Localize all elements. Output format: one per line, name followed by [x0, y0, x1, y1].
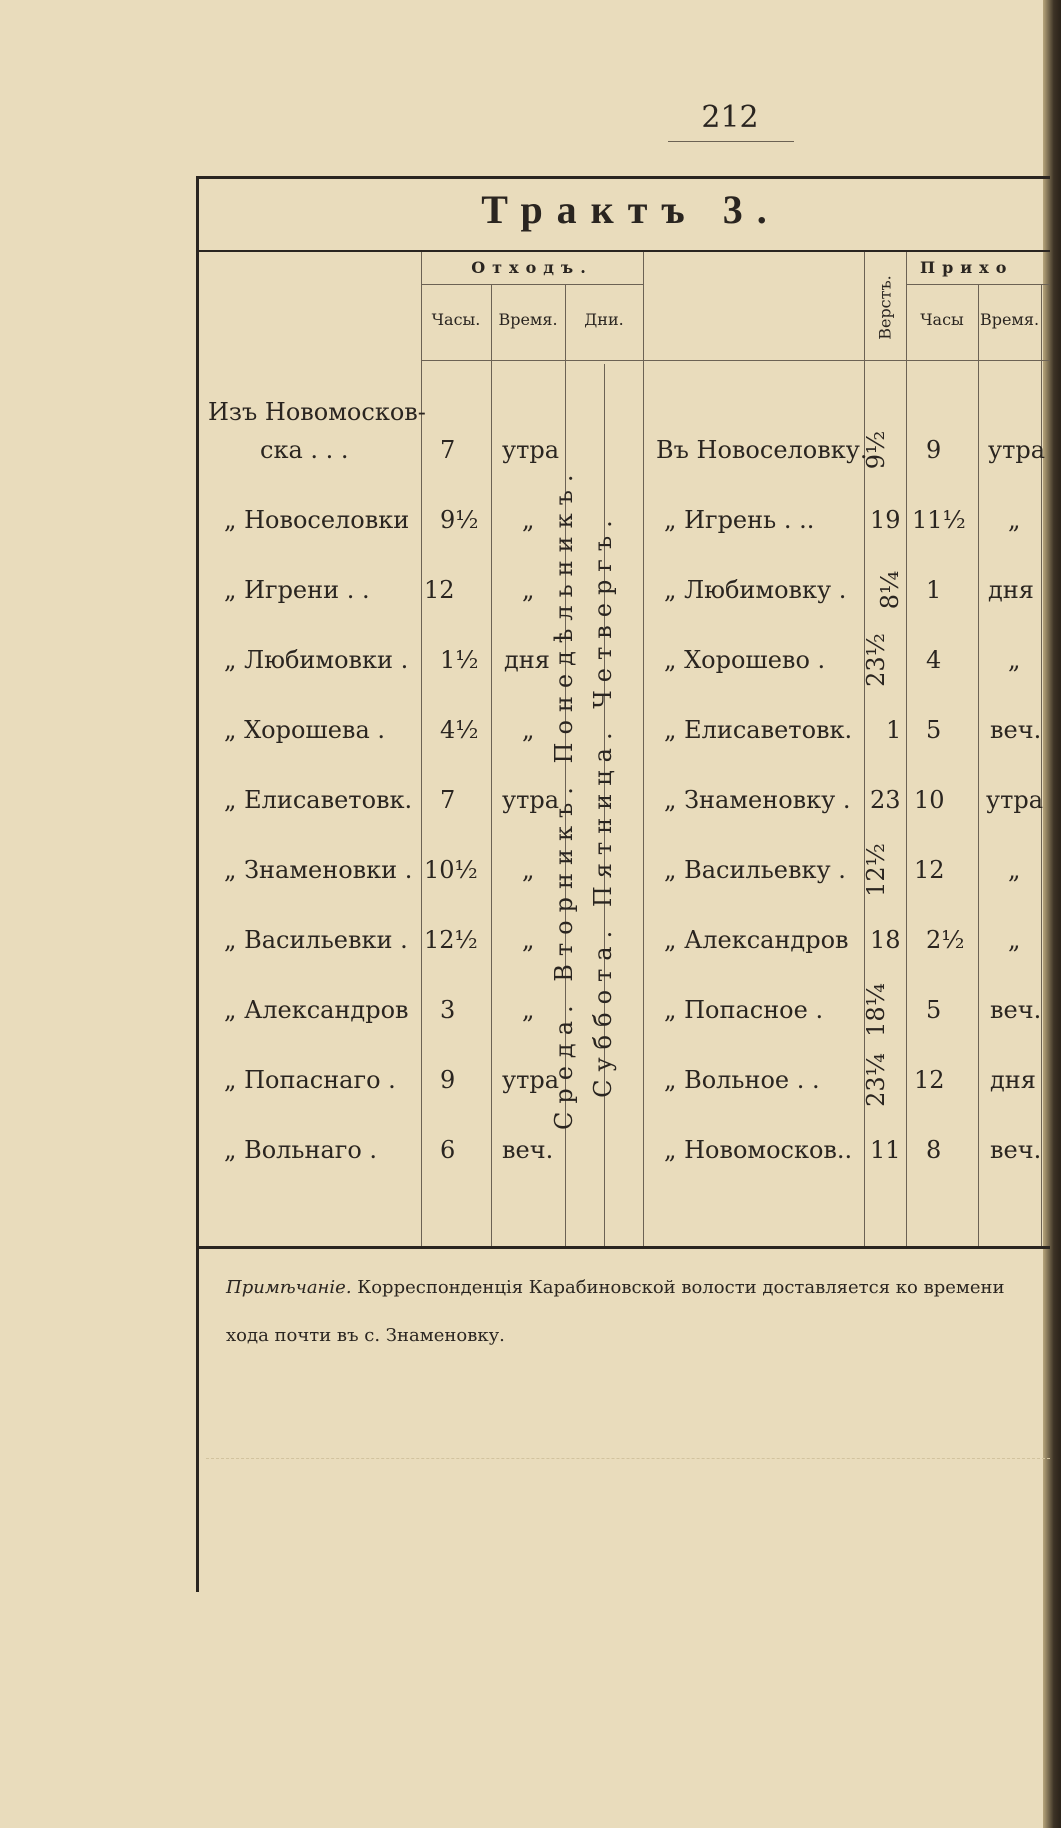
row-4-arr-hours: 4 — [926, 646, 942, 674]
row-10-versts: 23¼ — [862, 1053, 890, 1107]
row-8-to: „ Александров — [664, 926, 849, 954]
row-6-arr-hours: 10 — [914, 786, 945, 814]
row-11-hours: 6 — [440, 1136, 456, 1164]
row-2-arr-hours: 11½ — [912, 506, 966, 534]
row-1-to: Въ Новоселовку. — [656, 436, 868, 464]
row-3-arr-time: дня — [988, 576, 1034, 604]
row-7-arr-hours: 12 — [914, 856, 945, 884]
header-versts: Верстъ. — [875, 275, 895, 340]
table-bottom-rule — [196, 1246, 1050, 1249]
title-rule — [196, 250, 1050, 252]
row-2-hours: 9½ — [440, 506, 479, 534]
header-days: Дни. — [584, 310, 624, 329]
row-4-from: „ Любимовки . — [224, 646, 409, 674]
footnote-text-1: Корреспонденція Карабиновской волости доставляется ко времени — [357, 1277, 1005, 1298]
row-10-to: „ Вольное . . — [664, 1066, 820, 1094]
row-7-arr-time: „ — [1008, 856, 1021, 884]
table-frame — [196, 176, 1053, 1592]
row-10-arr-time: дня — [990, 1066, 1036, 1094]
row-7-time: „ — [522, 856, 535, 884]
header-bottom-rule-2 — [864, 360, 1050, 361]
row-6-hours: 7 — [440, 786, 456, 814]
row-3-hours: 12 — [424, 576, 455, 604]
row-3-from: „ Игрени . . — [224, 576, 370, 604]
row-1-versts: 9½ — [862, 430, 890, 470]
bleed-through-rule — [206, 1458, 1050, 1459]
row-10-arr-hours: 12 — [914, 1066, 945, 1094]
row-7-versts: 12½ — [862, 843, 890, 897]
row-7-hours: 10½ — [424, 856, 478, 884]
row-2-to: „ Игрень . .. — [664, 506, 815, 534]
row-9-from: „ Александров — [224, 996, 409, 1024]
row-1-time: утра — [502, 436, 560, 464]
row-1-hours: 7 — [440, 436, 456, 464]
header-time: Время. — [498, 310, 558, 329]
row-11-arr-hours: 8 — [926, 1136, 942, 1164]
row-5-from: „ Хорошева . — [224, 716, 386, 744]
top-rule — [196, 176, 1050, 179]
row-4-versts: 23½ — [862, 633, 890, 687]
row-5-arr-hours: 5 — [926, 716, 942, 744]
header-arr-time: Время. — [979, 310, 1040, 329]
row-3-versts: 8¼ — [876, 570, 904, 610]
row-10-from: „ Попаснаго . — [224, 1066, 396, 1094]
row-8-versts: 18 — [870, 926, 901, 954]
col-line-arr-hours — [906, 252, 907, 1246]
row-6-arr-time: утра — [986, 786, 1044, 814]
row-7-from: „ Знаменовки . — [224, 856, 413, 884]
row-5-hours: 4½ — [440, 716, 479, 744]
row-7-to: „ Васильевку . — [664, 856, 846, 884]
row-1-from-line1: Изъ Новомосков- — [208, 398, 426, 426]
row-3-time: „ — [522, 576, 535, 604]
row-9-to: „ Попасное . — [664, 996, 824, 1024]
row-11-to: „ Новомосков.. — [664, 1136, 853, 1164]
row-8-arr-time: „ — [1008, 926, 1021, 954]
row-4-time: дня — [504, 646, 550, 674]
row-2-arr-time: „ — [1008, 506, 1021, 534]
row-3-arr-hours: 1 — [926, 576, 942, 604]
row-9-versts: 18¼ — [862, 983, 890, 1037]
row-10-time: утра — [502, 1066, 560, 1094]
row-6-from: „ Елисаветовк. — [224, 786, 413, 814]
table-title: Трактъ 3. — [481, 187, 781, 232]
row-1-arr-time: утра — [988, 436, 1046, 464]
days-col-1: Среда. Вторникъ. Понедѣльникъ. — [550, 466, 578, 1130]
departure-group-rule — [421, 284, 643, 285]
header-arr-hours: Часы — [920, 310, 964, 329]
row-10-hours: 9 — [440, 1066, 456, 1094]
days-col-2: Суббота. Пятница. Четвергъ. — [589, 512, 617, 1098]
row-4-hours: 1½ — [440, 646, 479, 674]
header-arrival: Прихо — [920, 258, 1014, 277]
row-2-versts: 19 — [870, 506, 901, 534]
row-9-arr-hours: 5 — [926, 996, 942, 1024]
page-number-rule — [668, 141, 794, 142]
row-2-from: „ Новоселовки — [224, 506, 410, 534]
row-6-versts: 23 — [870, 786, 901, 814]
page-number: 212 — [701, 100, 759, 135]
footnote-line-2 — [226, 1312, 1046, 1360]
row-11-from: „ Вольнаго . — [224, 1136, 378, 1164]
row-8-arr-hours: 2½ — [926, 926, 965, 954]
row-1-arr-hours: 9 — [926, 436, 942, 464]
row-4-arr-time: „ — [1008, 646, 1021, 674]
footnote-label: Примѣчаніе. — [226, 1277, 352, 1298]
footnote — [226, 1264, 1046, 1312]
row-6-time: утра — [502, 786, 560, 814]
row-1-from: ска . . . — [260, 436, 349, 464]
row-6-to: „ Знаменовку . — [664, 786, 851, 814]
col-line-to — [643, 252, 644, 1246]
row-8-time: „ — [522, 926, 535, 954]
row-8-hours: 12½ — [424, 926, 478, 954]
col-line-arr-end — [1041, 284, 1042, 1246]
col-line-arr-time — [978, 284, 979, 1246]
row-9-hours: 3 — [440, 996, 456, 1024]
row-4-to: „ Хорошево . — [664, 646, 826, 674]
row-2-time: „ — [522, 506, 535, 534]
footnote-text-2: хода почти въ с. Знаменовку. — [226, 1325, 505, 1346]
header-hours: Часы. — [431, 310, 481, 329]
row-11-arr-time: веч. — [990, 1136, 1042, 1164]
row-5-versts: 1 — [886, 716, 902, 744]
header-departure: Отходъ. — [471, 258, 593, 277]
row-9-time: „ — [522, 996, 535, 1024]
row-9-arr-time: веч. — [990, 996, 1042, 1024]
row-11-versts: 11 — [870, 1136, 901, 1164]
row-5-arr-time: веч. — [990, 716, 1042, 744]
row-8-from: „ Васильевки . — [224, 926, 408, 954]
row-5-time: „ — [522, 716, 535, 744]
col-line-time — [491, 284, 492, 1246]
row-3-to: „ Любимовку . — [664, 576, 847, 604]
row-11-time: веч. — [502, 1136, 554, 1164]
row-5-to: „ Елисаветовк. — [664, 716, 853, 744]
